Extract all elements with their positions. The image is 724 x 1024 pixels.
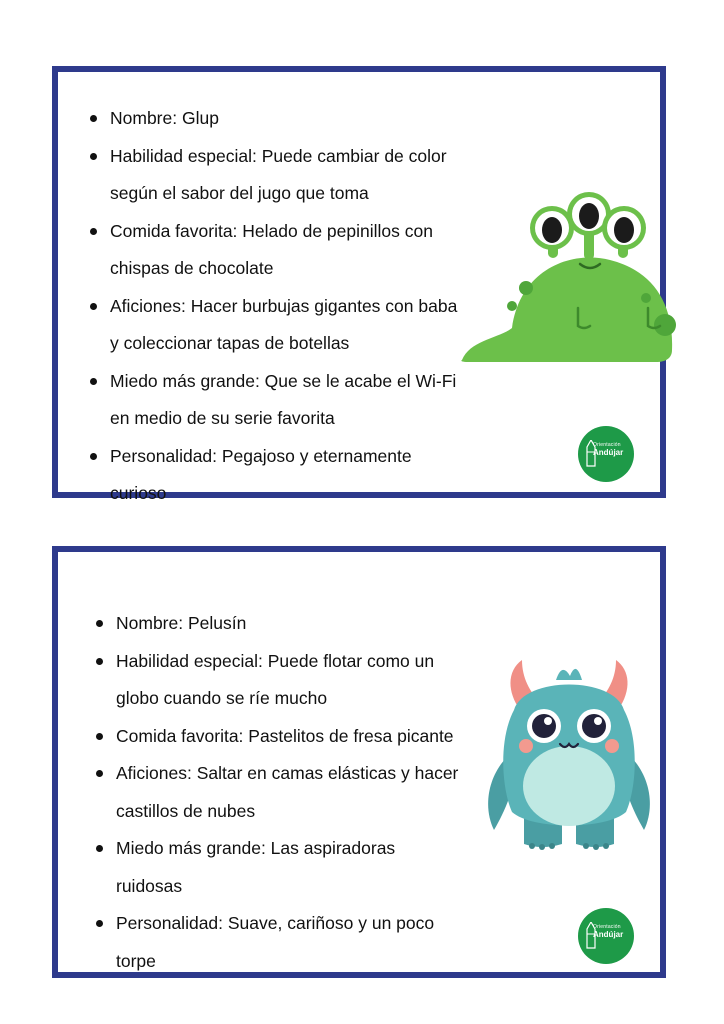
bullet-icon xyxy=(90,378,97,385)
bullet-icon xyxy=(96,733,103,740)
trait-item: Aficiones: Saltar en camas elásticas y hacer castillos de nubes xyxy=(116,755,466,830)
orientacion-andujar-logo: Orientación Andújar xyxy=(578,426,634,482)
trait-list xyxy=(110,100,470,513)
trait-item: Nombre: Pelusín xyxy=(116,605,466,643)
trait-item: Nombre: Glup xyxy=(110,100,470,138)
bullet-icon xyxy=(96,845,103,852)
bullet-icon xyxy=(96,658,103,665)
bullet-icon xyxy=(96,620,103,627)
bullet-icon xyxy=(90,303,97,310)
bullet-icon xyxy=(96,770,103,777)
trait-item: Comida favorita: Helado de pepinillos con chispas de chocolate xyxy=(110,213,470,288)
green-blob-monster-illustration xyxy=(460,190,676,366)
monster-card-pelusin xyxy=(52,546,666,978)
trait-item: Aficiones: Hacer burbujas gigantes con baba y coleccionar tapas de botellas xyxy=(110,288,470,363)
trait-item: Miedo más grande: Las aspiradoras ruidosas xyxy=(116,830,466,905)
bullet-icon xyxy=(96,920,103,927)
trait-item: Habilidad especial: Puede cambiar de color según el sabor del jugo que toma xyxy=(110,138,470,213)
bullet-icon xyxy=(90,228,97,235)
trait-item: Habilidad especial: Puede flotar como un globo cuando se ríe mucho xyxy=(116,643,466,718)
trait-item: Personalidad: Pegajoso y eternamente curioso xyxy=(110,438,470,513)
furry-teal-monster-illustration xyxy=(476,640,662,852)
trait-item: Miedo más grande: Que se le acabe el Wi-Fi en medio de su serie favorita xyxy=(110,363,470,438)
bullet-icon xyxy=(90,453,97,460)
trait-item: Comida favorita: Pastelitos de fresa picante xyxy=(116,718,466,756)
trait-item: Personalidad: Suave, cariñoso y un poco torpe xyxy=(116,905,466,980)
bullet-icon xyxy=(90,115,97,122)
trait-list xyxy=(116,605,466,980)
bullet-icon xyxy=(90,153,97,160)
orientacion-andujar-logo: Orientación Andújar xyxy=(578,908,634,964)
monster-card-glup xyxy=(52,66,666,503)
